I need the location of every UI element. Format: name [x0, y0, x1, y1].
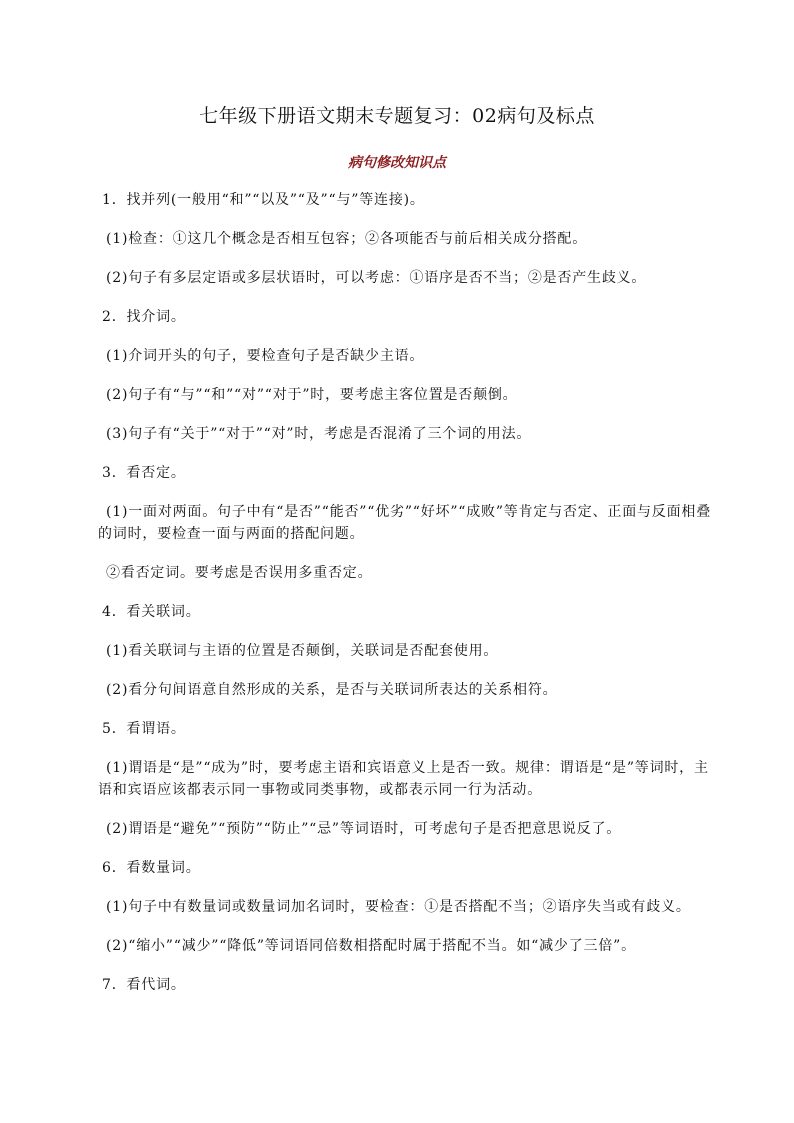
point-detail: (2)句子有“与”“和”“对”“对于”时，要考虑主客位置是否颠倒。	[106, 387, 518, 403]
point-heading: 2．找介词。	[102, 309, 186, 325]
section-subtitle: 病句修改知识点	[348, 155, 446, 171]
point-heading: 6．看数量词。	[102, 860, 201, 876]
point-detail: (2)看分句间语意自然形成的关系，是否与关联词所表达的关系相符。	[106, 682, 558, 698]
point-heading: 3．看否定。	[102, 465, 186, 481]
point-detail: (1)检查：①这几个概念是否相互包容；②各项能否与前后相关成分搭配。	[106, 231, 588, 247]
point-detail: ②看否定词。要考虑是否误用多重否定。	[106, 565, 373, 581]
point-detail: (2)“缩小”“减少”“降低”等词语同倍数相搭配时属于搭配不当。如“减少了三倍”。	[106, 938, 636, 954]
point-detail: (1)看关联词与主语的位置是否颠倒，关联词是否配套使用。	[106, 643, 499, 659]
point-detail: (2)谓语是“避免”“预防”“防止”“忌”等词语时，可考虑句子是否把意思说反了。	[106, 821, 622, 837]
point-detail: (1)谓语是“是”“成为”时，要考虑主语和宾语意义上是否一致。规律：谓语是“是”等词时，主语和宾语应该都表示同一事物或同类事物，或都表示同一行为活动。	[98, 760, 709, 798]
document-body	[98, 189, 722, 1013]
point-heading: 4．看关联词。	[102, 604, 201, 620]
point-detail: (1)句子中有数量词或数量词加名词时，要检查：①是否搭配不当；②语序失当或有歧义。	[106, 899, 691, 915]
point-heading: 7．看代词。	[102, 977, 186, 993]
point-detail: (2)句子有多层定语或多层状语时，可以考虑：①语序是否不当；②是否产生歧义。	[106, 270, 647, 286]
point-detail: (1)介词开头的句子，要检查句子是否缺少主语。	[106, 348, 425, 364]
point-heading: 5．看谓语。	[102, 721, 186, 737]
point-detail: (3)句子有“关于”“对于”“对”时，考虑是否混淆了三个词的用法。	[106, 426, 532, 442]
point-detail: (1)一面对两面。句子中有“是否”“能否”“优劣”“好坏”“成败”等肯定与否定、正面与反面相叠的词时，要检查一面与两面的搭配问题。	[98, 504, 712, 542]
document-title: 七年级下册语文期末专题复习：02病句及标点	[199, 105, 595, 127]
point-heading: 1．找并列(一般用“和”“以及”“及”“与”等连接)。	[102, 192, 425, 208]
